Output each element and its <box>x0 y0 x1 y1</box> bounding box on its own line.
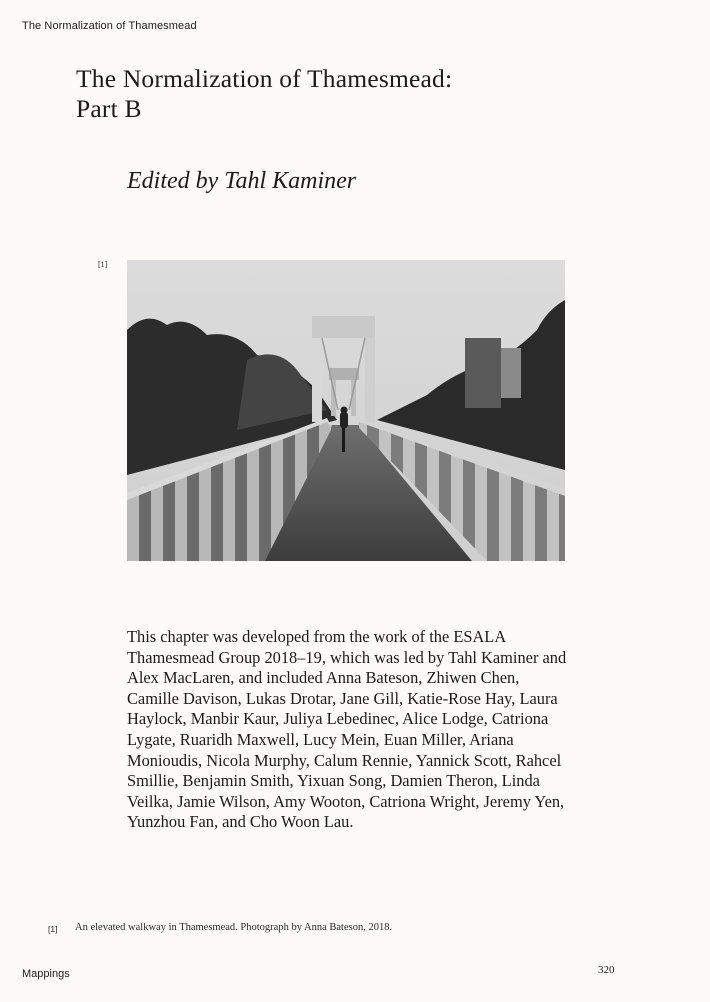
running-head: The Normalization of Thamesmead <box>22 20 197 32</box>
page-title <box>76 64 636 124</box>
title-line-2: Part B <box>76 94 142 123</box>
body-paragraph: This chapter was developed from the work of the ESALA Thamesmead Group 2018–19, which was led by Tahl Kaminer and Alex MacLaren, and included Anna Bateson, Zhiwen Chen, Camille Davison, Lukas Drotar, Jane Gill, Katie-Rose Hay, Laura Haylock, Manbir Kaur, Juliya Lebedinec, Alice Lodge, Catriona Lygate, Ruaridh Maxwell, Lucy Mein, Euan Miller, Ariana Monioudis, Nicola Murphy, Calum Rennie, Yannick Scott, Rahcel Smillie, Benjamin Smith, Yixuan Song, Damien Theron, Linda Veilka, Jamie Wilson, Amy Wooton, Catriona Wright, Jeremy Yen, Yunzhou Fan, and Cho Woon Lau. <box>127 627 567 832</box>
walkway-photograph <box>127 260 565 561</box>
page-number: 320 <box>598 964 615 976</box>
footnote-caption: An elevated walkway in Thamesmead. Photograph by Anna Bateson, 2018. <box>75 922 393 933</box>
editor-credit: Edited by Tahl Kaminer <box>127 168 357 194</box>
footnote-marker: [1] <box>48 924 58 934</box>
figure-marker: [1] <box>98 260 108 269</box>
footer-section: Mappings <box>22 968 70 980</box>
title-line-1: The Normalization of Thamesmead: <box>76 64 453 93</box>
